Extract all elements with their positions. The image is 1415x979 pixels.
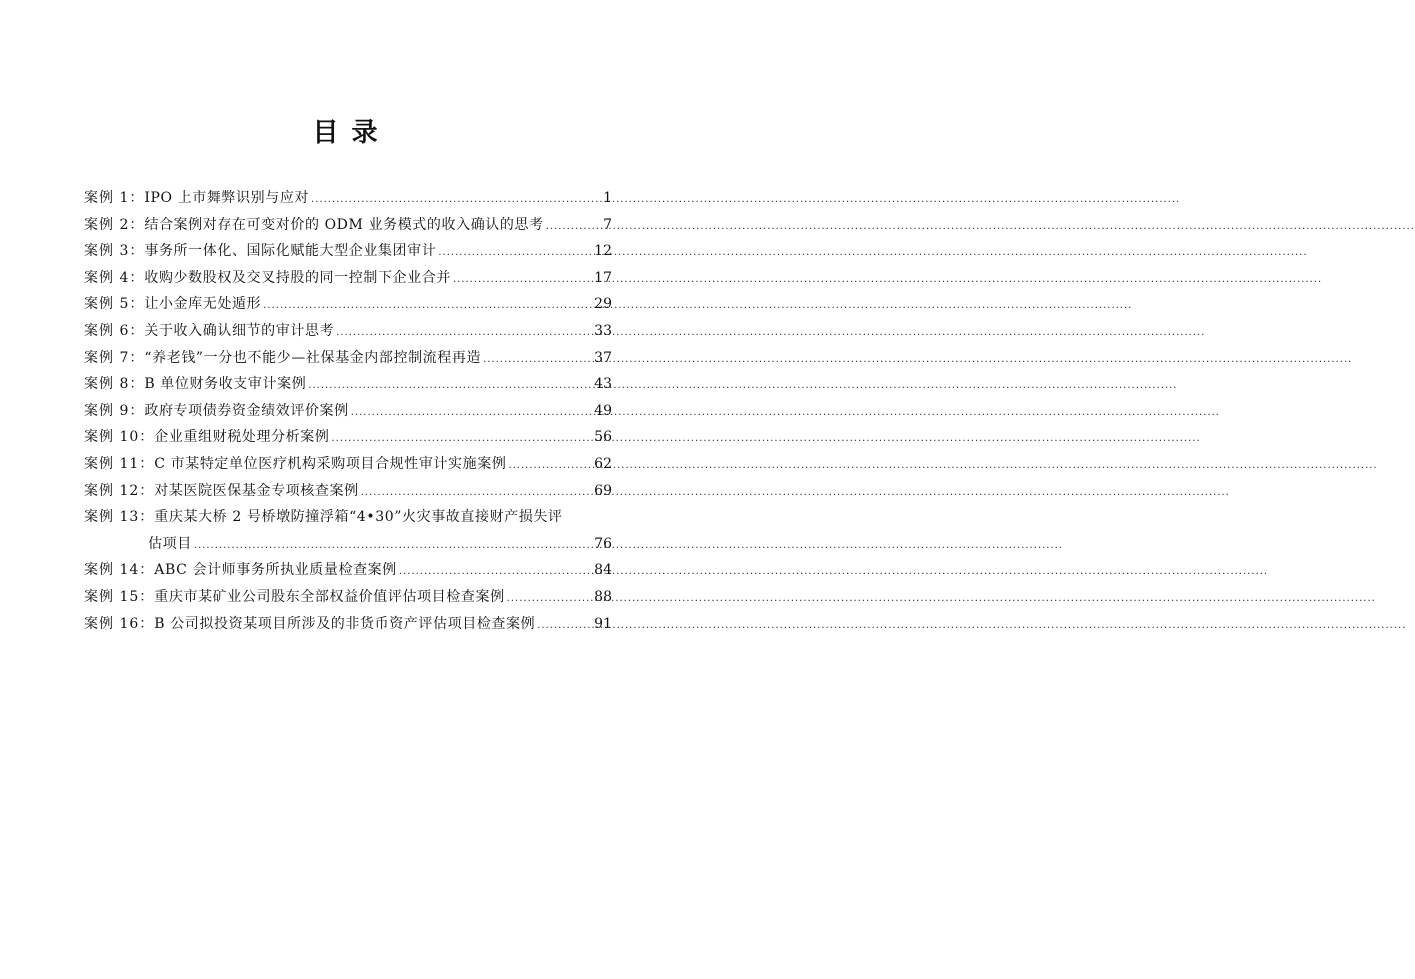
toc-entry-1 bbox=[84, 185, 612, 212]
table-of-contents bbox=[84, 185, 612, 637]
toc-entry-title: 对某医院医保基金专项核查案例 bbox=[154, 482, 359, 499]
toc-entry-label: 案例 1： bbox=[84, 190, 145, 206]
toc-page-number: 62 bbox=[594, 455, 612, 472]
toc-page-number: 43 bbox=[594, 376, 612, 393]
toc-entry-label: 案例 9： bbox=[84, 402, 145, 419]
toc-page-number: 49 bbox=[594, 402, 612, 419]
toc-entry-label: 案例 16： bbox=[84, 615, 155, 632]
toc-entry-7 bbox=[84, 345, 612, 372]
leader-dots bbox=[308, 371, 592, 400]
toc-entry-label: 案例 12： bbox=[84, 482, 155, 499]
toc-entry-title: ABC 会计师事务所执业质量检查案例 bbox=[154, 562, 397, 579]
toc-page-number: 69 bbox=[594, 482, 612, 499]
toc-entry-title: 政府专项债券资金绩效评价案例 bbox=[144, 402, 349, 419]
toc-entry-label: 案例 8： bbox=[84, 376, 145, 393]
leader-dots bbox=[483, 345, 592, 374]
toc-entry-title: 重庆某大桥 2 号桥墩防撞浮箱“4•30”火灾事故直接财产损失评 bbox=[154, 509, 563, 526]
toc-entry-label: 案例 7： bbox=[84, 349, 145, 366]
toc-entry-title: 重庆市某矿业公司股东全部权益价值评估项目检查案例 bbox=[154, 588, 505, 605]
toc-entry-label: 案例 6： bbox=[84, 322, 145, 339]
toc-entry-label: 案例 14： bbox=[84, 562, 155, 579]
leader-dots bbox=[546, 212, 601, 241]
toc-entry-label: 案例 3： bbox=[84, 243, 145, 260]
toc-entry-title: 事务所一体化、国际化赋能大型企业集团审计 bbox=[144, 243, 437, 260]
toc-entry-title: 结合案例对存在可变对价的 ODM 业务模式的收入确认的思考 bbox=[144, 216, 544, 233]
toc-entry-6 bbox=[84, 318, 612, 345]
toc-entry-13 bbox=[84, 504, 612, 531]
toc-entry-label: 案例 11： bbox=[84, 455, 155, 472]
toc-entry-title: IPO 上市舞弊识别与应对 bbox=[144, 190, 310, 206]
leader-dots bbox=[331, 424, 592, 453]
toc-page-number: 7 bbox=[603, 216, 612, 233]
leader-dots bbox=[194, 531, 592, 560]
toc-entry-8 bbox=[84, 371, 612, 398]
leader-dots bbox=[537, 611, 592, 640]
leader-dots bbox=[336, 318, 592, 347]
toc-entry-title: 关于收入确认细节的审计思考 bbox=[144, 322, 335, 339]
toc-entry-title: B 公司拟投资某项目所涉及的非货币资产评估项目检查案例 bbox=[154, 615, 536, 632]
toc-entry-title: 收购少数股权及交叉持股的同一控制下企业合并 bbox=[144, 269, 451, 286]
leader-dots bbox=[263, 291, 592, 320]
toc-page-number: 84 bbox=[594, 562, 612, 579]
toc-entry-title-continued: 估项目 bbox=[148, 535, 192, 552]
toc-entry-12 bbox=[84, 478, 612, 505]
toc-entry-2 bbox=[84, 212, 612, 239]
leader-dots bbox=[351, 398, 592, 427]
toc-page-number: 12 bbox=[594, 243, 612, 260]
leader-dots bbox=[453, 265, 592, 294]
toc-entry-5 bbox=[84, 291, 612, 318]
toc-entry-label: 案例 4： bbox=[84, 269, 145, 286]
toc-entry-label: 案例 10： bbox=[84, 429, 155, 446]
toc-page-number: 56 bbox=[594, 429, 612, 446]
toc-entry-title: “养老钱”一分也不能少—社保基金内部控制流程再造 bbox=[144, 349, 482, 366]
leader-dots bbox=[507, 584, 593, 613]
toc-page-number: 91 bbox=[594, 615, 612, 632]
toc-entry-14 bbox=[84, 557, 612, 584]
toc-page-number: 76 bbox=[594, 535, 612, 552]
leader-dots bbox=[311, 185, 601, 214]
toc-entry-label: 案例 5： bbox=[84, 296, 145, 313]
toc-entry-15 bbox=[84, 584, 612, 611]
toc-entry-16 bbox=[84, 611, 612, 638]
toc-page-number: 17 bbox=[594, 269, 612, 286]
toc-entry-11 bbox=[84, 451, 612, 478]
toc-entry-4 bbox=[84, 265, 612, 292]
toc-page-number: 1 bbox=[603, 190, 612, 206]
toc-entry-title: B 单位财务收支审计案例 bbox=[144, 376, 307, 393]
toc-entry-title: 让小金库无处遁形 bbox=[144, 296, 262, 313]
leader-dots bbox=[399, 557, 592, 586]
toc-page-number: 29 bbox=[594, 296, 612, 313]
toc-page-number: 88 bbox=[594, 588, 612, 605]
leader-dots bbox=[438, 238, 592, 267]
leader-dots bbox=[361, 478, 593, 507]
leader-dots bbox=[508, 451, 592, 480]
document-page bbox=[0, 0, 692, 979]
toc-entry-3 bbox=[84, 238, 612, 265]
toc-entry-label: 案例 13： bbox=[84, 509, 155, 526]
toc-entry-title: 企业重组财税处理分析案例 bbox=[154, 429, 330, 446]
toc-entry-label: 案例 15： bbox=[84, 588, 155, 605]
toc-entry-9 bbox=[84, 398, 612, 425]
toc-entry-title: C 市某特定单位医疗机构采购项目合规性审计实施案例 bbox=[154, 455, 507, 472]
page-title: 目 录 bbox=[312, 118, 380, 148]
toc-entry-13-continued bbox=[84, 531, 612, 558]
toc-page-number: 33 bbox=[594, 322, 612, 339]
toc-page-number: 37 bbox=[594, 349, 612, 366]
toc-entry-label: 案例 2： bbox=[84, 216, 145, 233]
toc-entry-10 bbox=[84, 424, 612, 451]
